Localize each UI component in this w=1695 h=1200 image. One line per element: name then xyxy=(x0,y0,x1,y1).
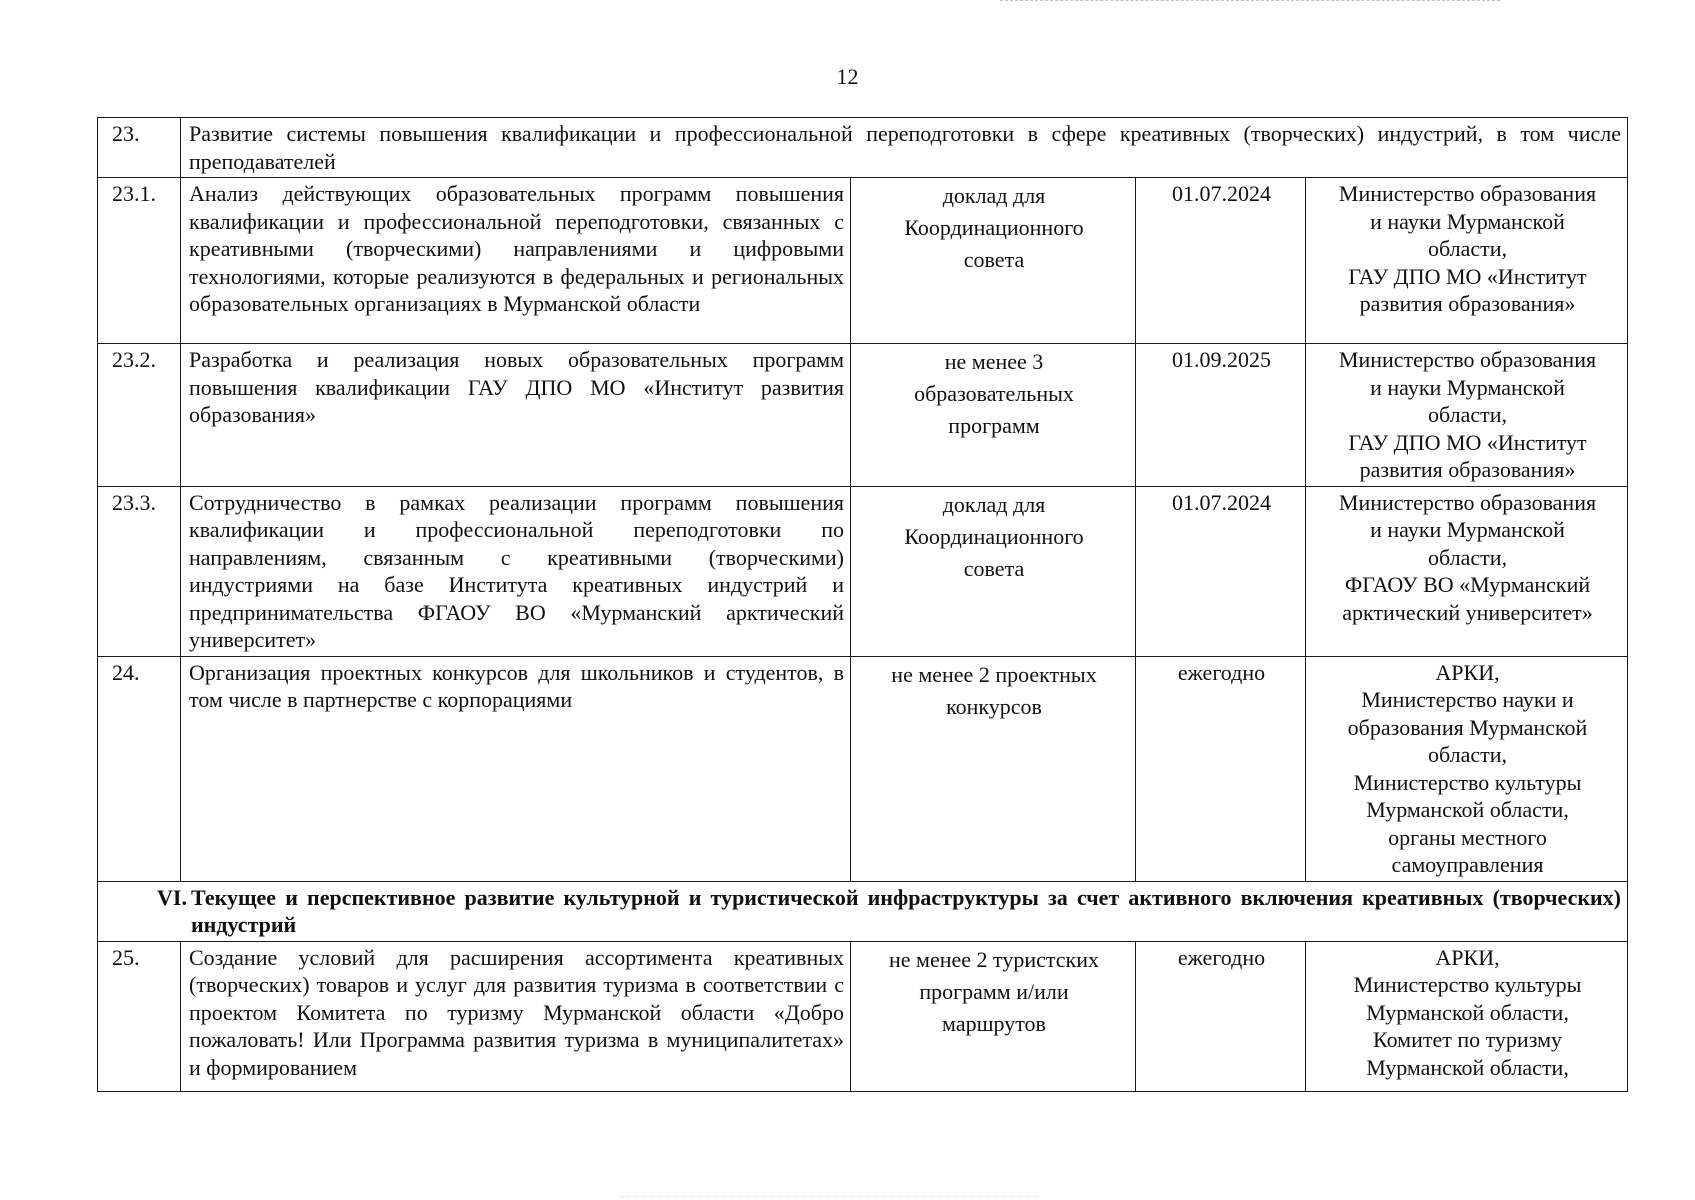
row-description: Создание условий для расширения ассортимента креативных (творческих) товаров и услуг для развития туризма в соответствии с проектом Комитета по туризму Мурманской области «Добро пожаловать! Или Программа развития туризма в муниципалитетах» и формированием xyxy=(181,941,851,1091)
row-description: Сотрудничество в рамках реализации программ повышения квалификации и профессиональной переподготовки по направлениям, связанным с креативными (творческими) индустриями на базе Института креативных индустрий и предпринимательства ФГАОУ ВО «Мурманский арктический университет» xyxy=(181,486,851,656)
page-number: 12 xyxy=(836,64,859,89)
row-description: Разработка и реализация новых образовательных программ повышения квалификации ГАУ ДПО МО «Институт развития образования» xyxy=(181,344,851,487)
section-title: Текущее и перспективное развитие культурной и туристической инфраструктуры за счет активного включения креативных (творческих) индустрий xyxy=(191,884,1622,937)
row-deadline: ежегодно xyxy=(1136,656,1306,881)
table-row xyxy=(98,344,1628,487)
row-number: 23. xyxy=(98,118,181,178)
row-number: 23.3. xyxy=(98,486,181,656)
table-row xyxy=(98,656,1628,881)
row-responsible: Министерство образования и науки Мурманской области, ГАУ ДПО МО «Институт развития образования» xyxy=(1306,178,1628,344)
row-responsible: АРКИ, Министерство культуры Мурманской области, Комитет по туризму Мурманской области, xyxy=(1306,941,1628,1091)
plan-table xyxy=(97,117,1628,1092)
row-number: 25. xyxy=(98,941,181,1091)
row-number: 24. xyxy=(98,656,181,881)
row-deadline: 01.07.2024 xyxy=(1136,486,1306,656)
scan-artifact-bottom xyxy=(620,1196,1040,1199)
row-deadline: 01.09.2025 xyxy=(1136,344,1306,487)
row-deadline: ежегодно xyxy=(1136,941,1306,1091)
row-responsible: Министерство образования и науки Мурманской области, ГАУ ДПО МО «Институт развития образования» xyxy=(1306,344,1628,487)
row-result: доклад для Координационного совета xyxy=(851,486,1136,656)
row-result: не менее 2 туристских программ и/или маршрутов xyxy=(851,941,1136,1091)
table-row xyxy=(98,486,1628,656)
scan-artifact-top xyxy=(1000,0,1500,4)
row-number: 23.2. xyxy=(98,344,181,487)
section-heading xyxy=(98,881,1628,941)
row-number: 23.1. xyxy=(98,178,181,344)
row-responsible: АРКИ, Министерство науки и образования Мурманской области, Министерство культуры Мурманской области, органы местного самоуправления xyxy=(1306,656,1628,881)
row-result: не менее 2 проектных конкурсов xyxy=(851,656,1136,881)
row-responsible: Министерство образования и науки Мурманской области, ФГАОУ ВО «Мурманский арктический университет» xyxy=(1306,486,1628,656)
section-heading-row xyxy=(98,881,1628,941)
row-deadline: 01.07.2024 xyxy=(1136,178,1306,344)
table-row xyxy=(98,178,1628,344)
table-row xyxy=(98,118,1628,178)
row-result: не менее 3 образовательных программ xyxy=(851,344,1136,487)
section-roman-number: VI. xyxy=(157,884,187,910)
row-description: Организация проектных конкурсов для школьников и студентов, в том числе в партнерстве с корпорациями xyxy=(181,656,851,881)
row-heading-text: Развитие системы повышения квалификации и профессиональной переподготовки в сфере креативных (творческих) индустрий, в том числе преподавателей xyxy=(181,118,1628,178)
table-row xyxy=(98,941,1628,1091)
row-result: доклад для Координационного совета xyxy=(851,178,1136,344)
row-description: Анализ действующих образовательных программ повышения квалификации и профессиональной переподготовки, связанных с креативными (творческими) направлениями и цифровыми технологиями, которые реализуются в федеральных и региональных образовательных организациях в Мурманской области xyxy=(181,178,851,344)
